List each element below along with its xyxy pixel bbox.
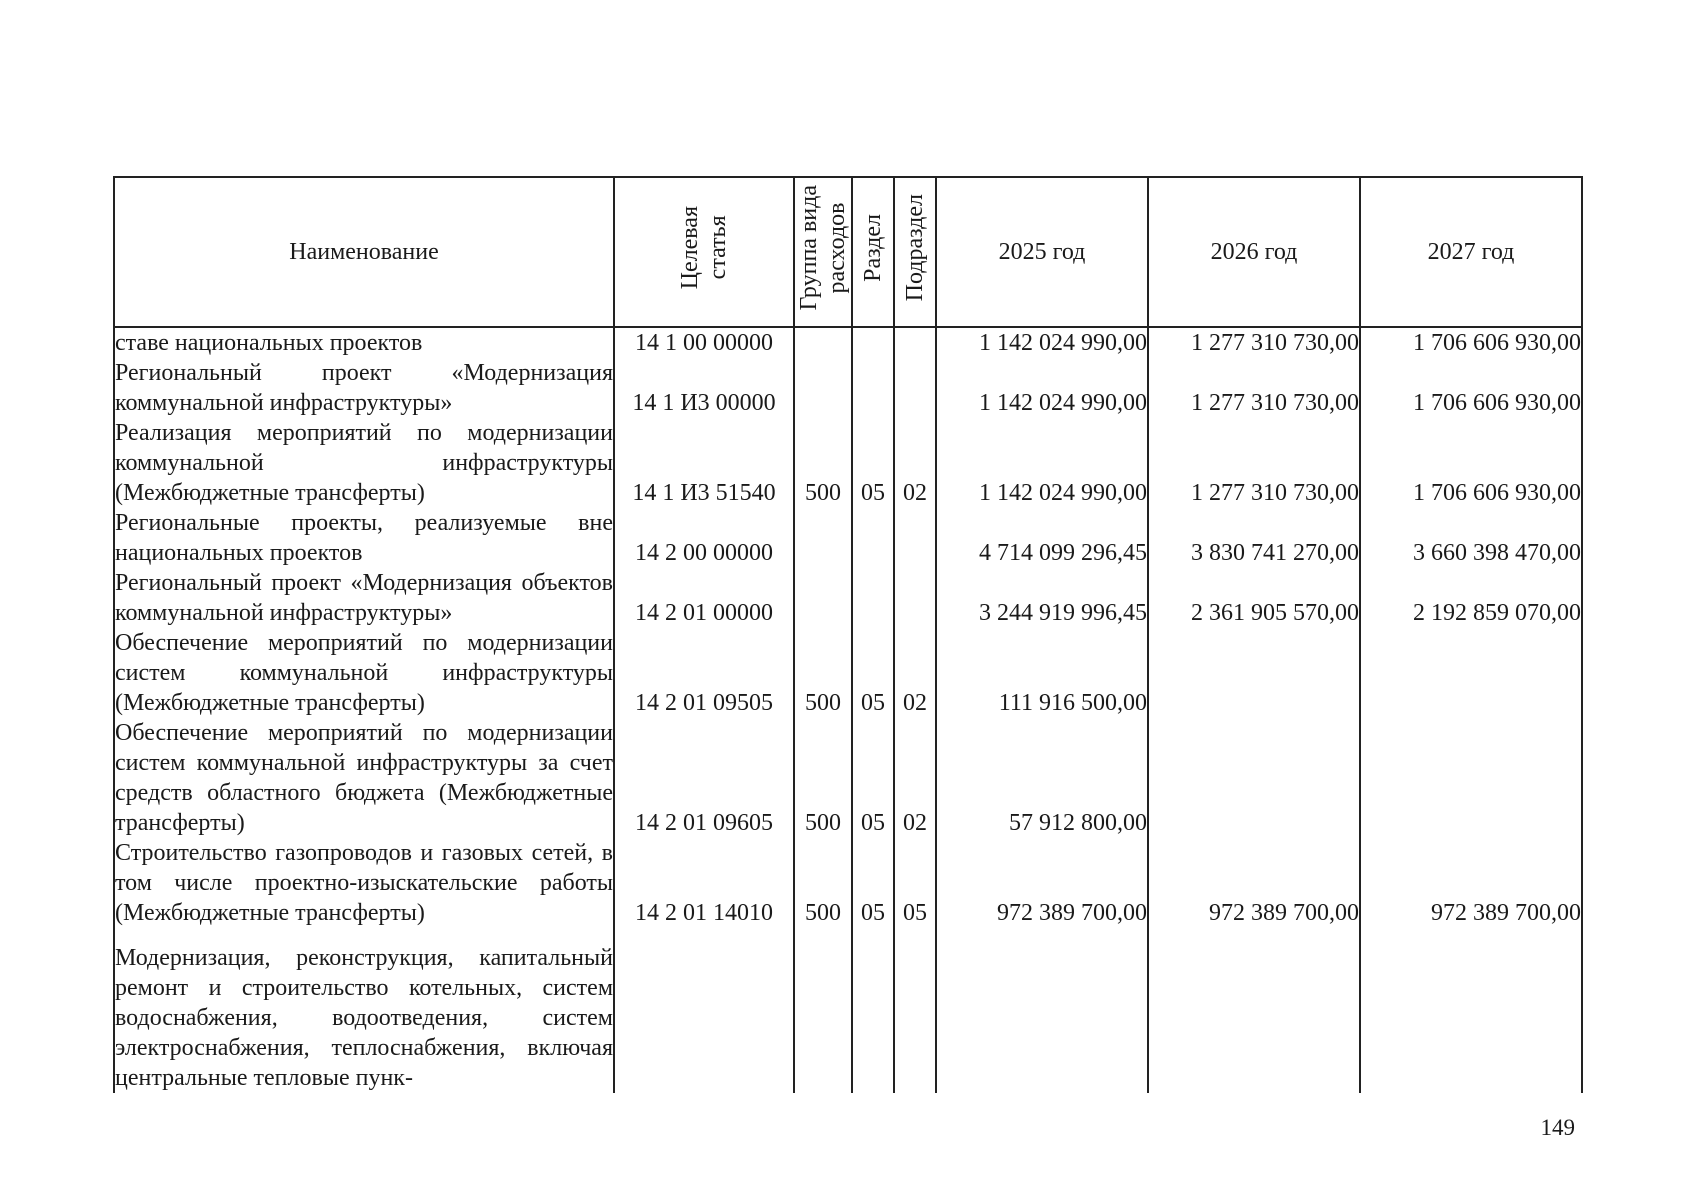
row-amount-2025: 1 142 024 990,00 bbox=[936, 418, 1148, 508]
table-row bbox=[114, 628, 1582, 718]
row-subsection bbox=[894, 358, 936, 418]
row-amount-2027: 1 706 606 930,00 bbox=[1360, 358, 1582, 418]
row-subsection bbox=[894, 928, 936, 1093]
table-row bbox=[114, 838, 1582, 928]
row-expense-group: 500 bbox=[794, 718, 852, 838]
row-target-article: 14 2 01 00000 bbox=[614, 568, 794, 628]
row-name: Региональные проекты, реализуемые вне национальных проектов bbox=[115, 510, 613, 566]
header-subsection: Подраздел bbox=[894, 177, 936, 327]
row-expense-group bbox=[794, 928, 852, 1093]
row-amount-2025 bbox=[936, 928, 1148, 1093]
row-amount-2026: 1 277 310 730,00 bbox=[1148, 418, 1360, 508]
header-year-2025: 2025 год bbox=[936, 177, 1148, 327]
row-section: 05 bbox=[852, 718, 894, 838]
header-name: Наименование bbox=[114, 177, 614, 327]
row-target-article: 14 1 И3 51540 bbox=[614, 418, 794, 508]
header-section: Раздел bbox=[852, 177, 894, 327]
row-target-article: 14 2 01 14010 bbox=[614, 838, 794, 928]
row-name: Обеспечение мероприятий по модернизации систем коммунальной инфраструктуры (Межбюджетные трансферты) bbox=[115, 630, 613, 716]
table-row bbox=[114, 928, 1582, 1093]
row-name: Обеспечение мероприятий по модернизации систем коммунальной инфраструктуры за счет средств областного бюджета (Межбюджетные трансферты) bbox=[115, 720, 613, 836]
row-target-article: 14 2 01 09605 bbox=[614, 718, 794, 838]
row-section bbox=[852, 358, 894, 418]
row-expense-group bbox=[794, 327, 852, 358]
row-expense-group bbox=[794, 508, 852, 568]
row-target-article: 14 2 00 00000 bbox=[614, 508, 794, 568]
row-amount-2026: 3 830 741 270,00 bbox=[1148, 508, 1360, 568]
row-amount-2027 bbox=[1360, 628, 1582, 718]
table-row bbox=[114, 358, 1582, 418]
row-subsection: 05 bbox=[894, 838, 936, 928]
row-expense-group: 500 bbox=[794, 418, 852, 508]
row-amount-2027: 972 389 700,00 bbox=[1360, 838, 1582, 928]
row-expense-group bbox=[794, 358, 852, 418]
row-target-article bbox=[614, 928, 794, 1093]
row-amount-2027: 1 706 606 930,00 bbox=[1360, 327, 1582, 358]
row-amount-2027: 1 706 606 930,00 bbox=[1360, 418, 1582, 508]
row-amount-2026: 1 277 310 730,00 bbox=[1148, 358, 1360, 418]
page-number: 149 bbox=[1540, 1115, 1575, 1140]
row-name: Модернизация, реконструкция, капитальный ремонт и строительство котельных, систем водоснабжения, водоотведения, систем электроснабжения, теплоснабжения, включая центральные тепловые пунк- bbox=[114, 928, 614, 1093]
header-year-2027: 2027 год bbox=[1360, 177, 1582, 327]
row-amount-2027: 3 660 398 470,00 bbox=[1360, 508, 1582, 568]
row-name: ставе национальных проектов bbox=[114, 327, 614, 358]
row-amount-2026: 2 361 905 570,00 bbox=[1148, 568, 1360, 628]
row-target-article: 14 2 01 09505 bbox=[614, 628, 794, 718]
row-name: Реализация мероприятий по модернизации коммунальной инфраструктуры (Межбюджетные трансферты) bbox=[115, 420, 613, 506]
row-subsection: 02 bbox=[894, 718, 936, 838]
row-subsection: 02 bbox=[894, 418, 936, 508]
row-amount-2025: 1 142 024 990,00 bbox=[936, 327, 1148, 358]
row-section: 05 bbox=[852, 418, 894, 508]
row-expense-group bbox=[794, 568, 852, 628]
table-row bbox=[114, 718, 1582, 838]
header-target-article: Целевая статья bbox=[614, 177, 794, 327]
row-amount-2025: 972 389 700,00 bbox=[936, 838, 1148, 928]
row-section bbox=[852, 928, 894, 1093]
row-expense-group: 500 bbox=[794, 838, 852, 928]
row-section bbox=[852, 568, 894, 628]
row-amount-2026 bbox=[1148, 718, 1360, 838]
row-amount-2025: 3 244 919 996,45 bbox=[936, 568, 1148, 628]
row-amount-2026 bbox=[1148, 928, 1360, 1093]
row-amount-2026: 1 277 310 730,00 bbox=[1148, 327, 1360, 358]
row-name: Региональный проект «Модернизация объектов коммунальной инфраструктуры» bbox=[115, 570, 613, 626]
header-year-2026: 2026 год bbox=[1148, 177, 1360, 327]
table-row bbox=[114, 327, 1582, 358]
row-section: 05 bbox=[852, 838, 894, 928]
row-section bbox=[852, 327, 894, 358]
row-subsection bbox=[894, 327, 936, 358]
row-amount-2025: 57 912 800,00 bbox=[936, 718, 1148, 838]
row-amount-2027: 2 192 859 070,00 bbox=[1360, 568, 1582, 628]
row-amount-2025: 4 714 099 296,45 bbox=[936, 508, 1148, 568]
row-subsection bbox=[894, 568, 936, 628]
table-row bbox=[114, 508, 1582, 568]
row-name: Региональный проект «Модернизация коммунальной инфраструктуры» bbox=[115, 360, 613, 416]
row-expense-group: 500 bbox=[794, 628, 852, 718]
table-header-row bbox=[114, 177, 1582, 327]
row-amount-2025: 111 916 500,00 bbox=[936, 628, 1148, 718]
row-amount-2026: 972 389 700,00 bbox=[1148, 838, 1360, 928]
row-subsection bbox=[894, 508, 936, 568]
row-amount-2027 bbox=[1360, 928, 1582, 1093]
row-amount-2025: 1 142 024 990,00 bbox=[936, 358, 1148, 418]
row-subsection: 02 bbox=[894, 628, 936, 718]
header-expense-group: Группа вида расходов bbox=[794, 177, 852, 327]
row-amount-2026 bbox=[1148, 628, 1360, 718]
table-row bbox=[114, 418, 1582, 508]
budget-table bbox=[113, 176, 1583, 1093]
row-amount-2027 bbox=[1360, 718, 1582, 838]
row-section: 05 bbox=[852, 628, 894, 718]
row-name: Строительство газопроводов и газовых сетей, в том числе проектно-изыскательские работы (Межбюджетные трансферты) bbox=[115, 840, 613, 926]
row-target-article: 14 1 00 00000 bbox=[614, 327, 794, 358]
row-target-article: 14 1 И3 00000 bbox=[614, 358, 794, 418]
table-row bbox=[114, 568, 1582, 628]
row-section bbox=[852, 508, 894, 568]
